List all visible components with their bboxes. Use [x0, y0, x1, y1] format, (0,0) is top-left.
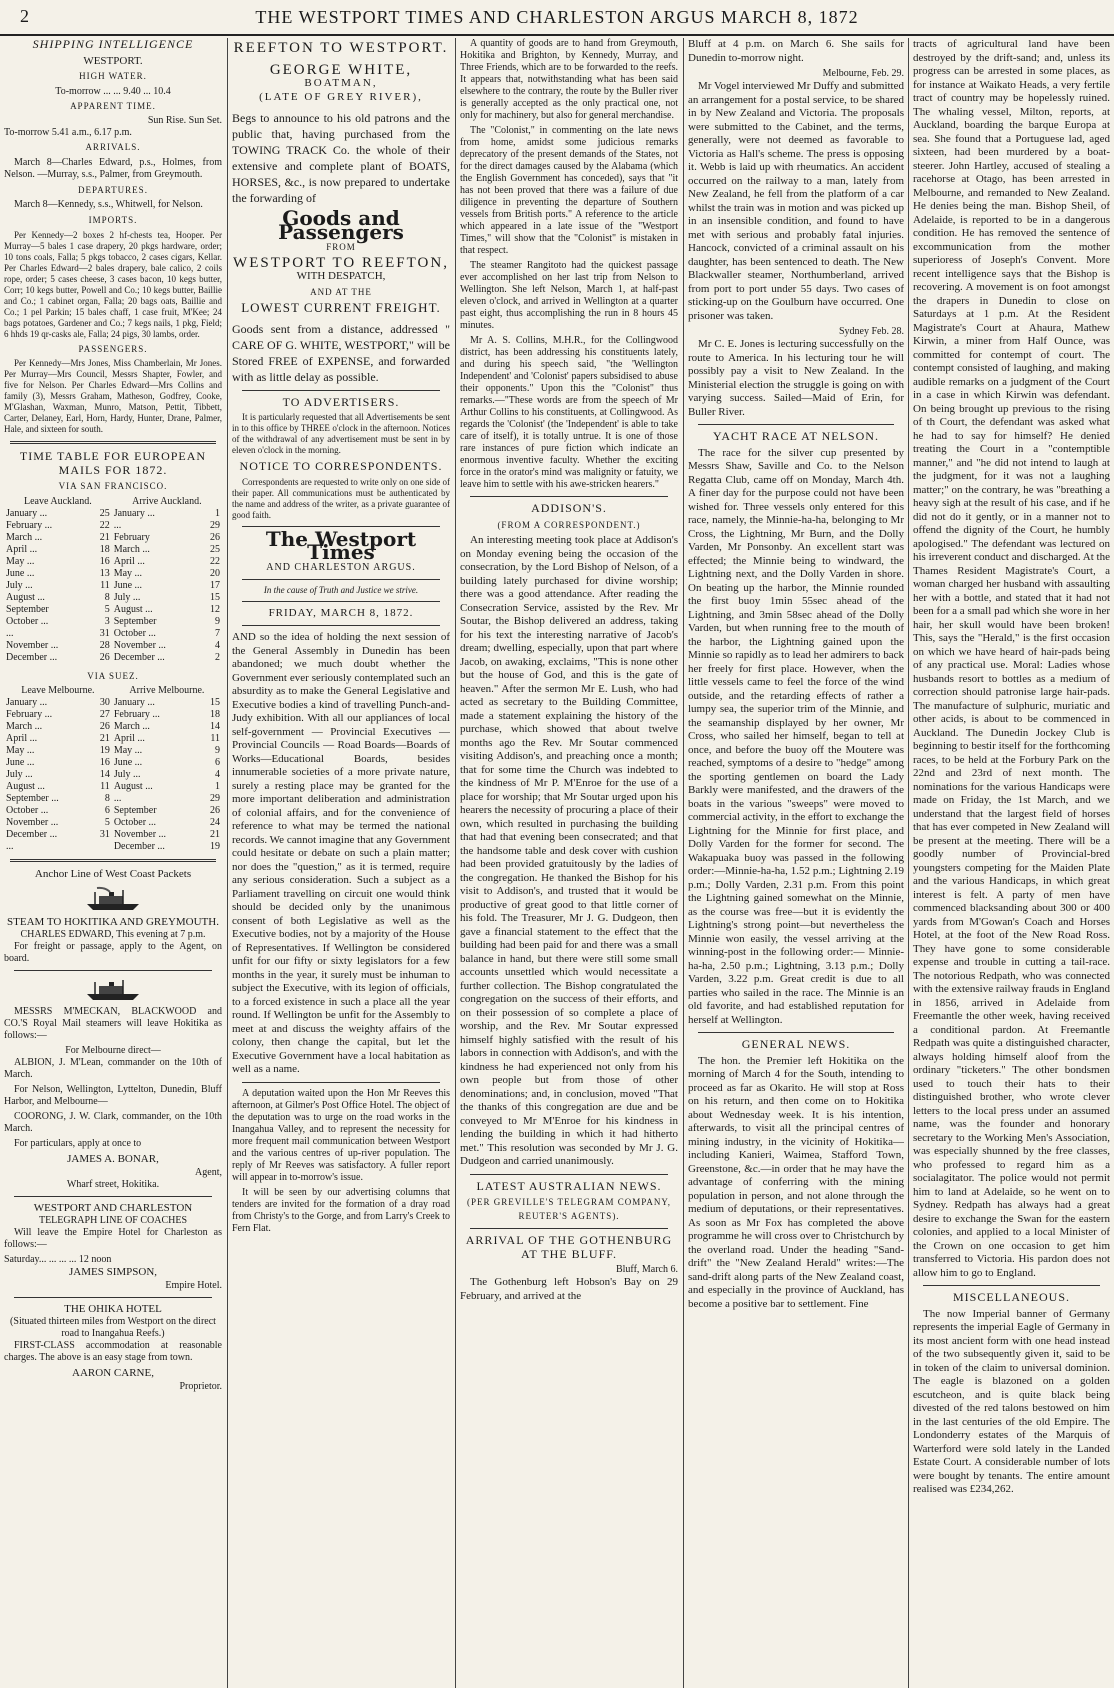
table-row	[4, 709, 222, 721]
column-divider	[908, 38, 909, 1688]
table-cell: 29	[210, 793, 220, 804]
table-cell: August ...	[6, 591, 45, 603]
table-row	[4, 556, 222, 568]
table-row	[4, 568, 222, 580]
table-cell: July ...	[113, 769, 141, 780]
table-cell: September	[113, 805, 157, 816]
via-sf-heading: VIA SAN FRANCISCO.	[58, 481, 168, 491]
section-divider	[10, 441, 216, 444]
mmeckan-agent-role: Agent,	[195, 1166, 222, 1178]
table-cell: February	[113, 531, 150, 543]
section-divider	[242, 579, 440, 580]
table-cell: 16	[99, 555, 110, 567]
page-number: 2	[20, 6, 29, 26]
departures-heading: DEPARTURES.	[78, 184, 148, 195]
table-cell: 9	[215, 745, 220, 756]
sf-arrive-header: Arrive Auckland.	[132, 495, 202, 507]
table-row	[4, 781, 222, 793]
table-cell: 5	[104, 603, 110, 615]
collins-text: Mr A. S. Collins, M.H.R., for the Collingwood district, has been addressing his constituents lately, and during his speech said, "the 'Wellington Independent' and 'Colonist' papers subsidised to abuse their opponents." Upon this the "Colonist" thus remarks.—"These words are from the speech of Mr Arthur Collins to his constituents, at Collingwood. As regards the 'Colonist' (the 'Independent' is able to take care of itself), it is totally untrue. It is one of those rare instances of pure fiction which indicate an enormous inventive faculty. Whether the exciting force in the orator's mind was malignity or fatuity, we leave him to settle with his awe-stricken hearers."	[460, 335, 678, 490]
table-cell: 7	[215, 627, 220, 639]
apparent-time-heading: APPARENT TIME.	[70, 100, 156, 111]
lowest-freight-label: LOWEST CURRENT FREIGHT.	[241, 300, 441, 315]
table-cell: 14	[210, 721, 220, 732]
section-divider	[923, 1285, 1100, 1286]
steam-ad-text: CHARLES EDWARD, This evening at 7 p.m.	[20, 929, 206, 940]
goods-arrival-text: A quantity of goods are to hand from Greymouth, Hokitika and Brighton, by Kennedy, Murray, and Three Friends, which are to be forwarded to the reefs. It appears that, notwithstanding what has been said elsewhere to the contrary, the route by the Buller river is generally accepted as the only practical one, not only for machinery, but also for general merchandise.	[460, 38, 678, 121]
table-cell: 13	[99, 567, 110, 579]
table-cell: 25	[99, 507, 110, 519]
notice-heading: NOTICE TO CORRESPONDENTS.	[239, 459, 443, 473]
steamship-icon	[83, 976, 143, 1002]
table-cell: 19	[99, 745, 110, 756]
white-late-of: (LATE OF GREY RIVER),	[259, 90, 423, 103]
table-cell: May ...	[6, 745, 35, 756]
table-row	[4, 817, 222, 829]
table-row	[4, 520, 222, 532]
coach-hotel: Empire Hotel.	[165, 1279, 222, 1291]
table-cell: July ...	[6, 579, 33, 591]
table-cell: 25	[210, 543, 220, 555]
table-cell: April ...	[113, 555, 145, 567]
yacht-race-text: The race for the silver cup presented by Messrs Shaw, Saville and Co. to the Nelson Regatta Club, came off on Monday, March 4th. A finer day for the purpose could not have been wished for. Three vessels only entered for this race, namely, the Minnie-ha-ha, belonging to Mr Cross, the Lightning, Mr Burn, and the Dolly Varden, Mr Ponsonby. An excellent start was effected; the Minnie being to windward, the Lightning next, and the Dolly Varden in shore. On beating up the harbor, the Minnie rounded the first buoy 1min 55sec ahead of the Lightning, and 3min 58sec ahead of the Dolly Varden, but when running free to the mouth of the harbor, the Lightning gained upon the Minnie so rapidly as to lead her admirers to back her freely for first place. However, when the little vessels came to feel the force of the wind outside, and the retarding effects of rather a lumpy sea, the superior trim of the Minnie, and the seamanship displayed by her owner, Mr Cross, who sailed her himself, began to tell at once, and before the buoy off the Moutere was reached, symptoms of a desire to "hedge" among the sporting gentlemen on board the Lady Barkly were manifested, and the drawers of the boats in the various "sweeps" were moved to commercial activity, in the effort to exchange the Lightning for the Minnie for first place, and Dolly Varden for the former for second. The Wakapuaka buoy was passed in the following order:—Minnie-ha-ha, 1.52 p.m.; Lightning 2.19 p.m.; Dolly Varden, 2.31 p.m. From this point the Lightning gained somewhat on the Minnie, as the course was free—but it is evidently the Lightning's strong point—but nevertheless the Minnie won easily, the vessel arriving at the winning-post in the following order:— Minnie-ha-ha, 2.50 p.m.; Lightning, 3.13 p.m.; Dolly Varden, 3.22 p.m. Great credit is due to all parties who sailed in the race. The Minnie is an old favorite, and had established reputation for herself at Wellington.	[688, 446, 904, 1026]
paper-motto: In the cause of Truth and Justice we strive.	[263, 584, 419, 595]
table-cell: July ...	[113, 591, 141, 603]
column-5	[913, 38, 1110, 1688]
table-cell: September	[113, 615, 157, 627]
mmeckan-albion: ALBION, J. M'Lean, commander on the 10th of March.	[4, 1057, 222, 1080]
table-row	[4, 616, 222, 628]
table-cell: 26	[210, 805, 220, 816]
table-cell: 1	[215, 507, 220, 519]
table-cell: January ...	[6, 697, 48, 708]
melbourne-text: Mr Vogel interviewed Mr Duffy and submitted an arrangement for a postal service, to be shared in by New Zealand and Victoria. The proposals were submitted to the Cabinet, and the terms, generally, were not deemed as favorable to Victoria as Hall's scheme. The press is opposing it. Webb is laid up with rheumatics. An accident occurred on the railway to a man, lately from New Zealand, he fell from the platform of a car whilst the train was in motion and was picked up in an insensible condition, and found to have met with serious and probably fatal injuries. Hancock, convicted of a criminal assault on his daughter, has been sentenced to death. The New Blackwaller steamer, Northumberland, arrived from port to port under 55 days. Two cases of sticking-up on the Goulburn have occurred. One prisoner was taken.	[688, 80, 904, 322]
imports-text: Per Kennedy—2 boxes 2 hf-chests tea, Hooper. Per Murray—5 bales 1 case drapery, 20 pkgs hardware, order; 10 tons coals, Falla; 5 pkgs tobacco, 2 cases cigars, Kellar. Per Charles Edward—2 bales drapery, bale calico, 2 coils rope, order; 5 cases cheese, 3 cases bacon, 10 kegs butter, Corr; 10 kegs butter, Powell and Co.; 10 kegs butter, Baillie and Co.; 1 cabinet organ, Falla; 20 bags oats, Baillie and Co.; 1 pel Parkin; 15 bales chaff, 1 case fruit, M'Kee; 24 bags potatoes, Gardener and Co.; 7 kegs nails, 1 pkg, Field; 6 hhds 19 qr-casks ale, Falla; 24 pigs, 30 lambs, order.	[4, 229, 222, 339]
table-row	[4, 721, 222, 733]
table-cell: 31	[99, 627, 110, 639]
masthead	[0, 0, 1114, 36]
table-cell: 8	[104, 793, 110, 804]
despatch-label: WITH DESPATCH,	[296, 270, 386, 282]
yacht-race-heading: YACHT RACE AT NELSON.	[713, 429, 879, 443]
table-cell: 11	[100, 579, 110, 591]
date-line: FRIDAY, MARCH 8, 1872.	[268, 606, 414, 619]
table-row	[4, 769, 222, 781]
ad-divider	[14, 970, 212, 971]
high-water-heading: HIGH WATER.	[79, 71, 147, 81]
notice-text: Correspondents are requested to write only on one side of their paper. All communications must be authenticated by the name and address of the writer, as a private guarantee of good faith.	[232, 476, 450, 520]
ad-divider	[14, 1196, 212, 1197]
section-divider	[470, 1174, 668, 1175]
table-cell: May ...	[6, 555, 35, 567]
table-cell: 20	[210, 567, 220, 579]
addisons-text: An interesting meeting took place at Addison's on Monday evening being the occasion of the consecration, by the Lord Bishop of Nelson, of a building lately purchased for divine worship; there was a good attendance. After reading the Consecration Service, assisted by the Rev. Mr Soutar, the Bishop delivered an address, taking for his text the interesting narrative of Jacob's dream; dwelling, especially, upon that part where Jacob, on awaking, exclaims, "This is none other but the house of God, and this is the gate of heaven." After the sermon Mr E. Lush, who had acted as secretary to the Building Committee, made a statement explaining the history of the purchase, which showed that about twelve months ago the Rev. Mr Soutar commenced visiting Addison's, and preaching once a month; that for some time the Church was indebted to the kindness of Mr P. M'Enroe for the use of a place for worship; that Mr Soutar urged upon his hearers the necessity of procuring a place of their own, which resulted in purchasing the building that had that evening been consecrated; and that the handsome table and desk cover with cushion had been provided gratuitously by the ladies of the congregation. He thanked the Bishop for his visit to Addison's, and trusted that it would be productive of great good to that little corner of his fold. The Treasurer, Mr J. G. Dudgeon, then gave a financial statement to the effect that the building had been paid for and there was a small balance in hand, but there were still some small accounts unsettled which would necessitate a further collection. The Bishop congratulated the congregation on the success of their efforts, and on their possession of so complete a place of worship, and the Rev. Mr Soutar expressed himself highly satisfied with the result of his labors in connection with Addison's, and with the kindness he had experienced not only from his own people but from those of other denominations; and, in conclusion, moved "That the thanks of this congregation are due and be conveyed to Mr M'Enroe for his kindness in lending the building in which it had hitherto met." This resolution was seconded by Mr J. G. Dudgeon and carried unanimously.	[460, 534, 678, 1167]
table-cell: January ...	[113, 697, 155, 708]
addisons-subheading: (FROM A CORRESPONDENT.)	[497, 519, 641, 530]
column-divider	[227, 38, 228, 1688]
table-row	[4, 745, 222, 757]
mmeckan-nelson: For Nelson, Wellington, Lyttelton, Dunedin, Bluff Harbor, and Melbourne—	[4, 1084, 222, 1107]
table-cell: 1	[215, 781, 220, 792]
to-advertisers-text: It is particularly requested that all Advertisements be sent in to this office by THREE o'clock in the afternoon. Notices of the withdrawal of any advertisement must be sent in by eleven o'clock in the morning.	[232, 412, 450, 455]
table-cell: 4	[215, 639, 220, 651]
table-row	[4, 793, 222, 805]
shipping-heading: SHIPPING INTELLIGENCE	[32, 38, 194, 51]
table-cell: 11	[210, 733, 220, 744]
coach-heading: WESTPORT AND CHARLESTON	[33, 1201, 193, 1214]
white-name: GEORGE WHITE,	[269, 61, 413, 78]
table-cell: August ...	[6, 781, 45, 792]
arrivals-text: March 8—Charles Edward, p.s., Holmes, from Nelson. —Murray, s.s., Palmer, from Greymouth.	[4, 156, 222, 180]
table-cell: August ...	[113, 603, 153, 615]
ohika-proprietor-role: Proprietor.	[179, 1380, 222, 1392]
table-cell: December ...	[113, 651, 165, 663]
and-at-label: AND AT THE	[310, 286, 372, 297]
passengers-text: Per Kennedy—Mrs Jones, Miss Chamberlain, Mr Jones. Per Murray—Mrs Council, Messrs Shapter, Fowler, and five for Nelson. Per Charles Edward—Mrs Collins and family (3), Messrs Graham, Matheson, Godfrey, Cooke, M'Glashan, Waxman, Munro, Matson, Pettit, Tibbett, Carter, Delaney, Earl, Horn, Hardy, Hunter, Drane, Palmer, Hale, and sixteen for south.	[4, 358, 222, 434]
imports-heading: IMPORTS.	[88, 215, 138, 225]
table-cell: 31	[99, 829, 110, 840]
table-cell: 26	[99, 651, 110, 663]
table-cell: 9	[215, 615, 220, 627]
table-cell: April ...	[113, 733, 145, 744]
column-3	[460, 38, 678, 1688]
table-cell: 22	[210, 555, 220, 567]
table-cell: April ...	[6, 733, 38, 744]
white-storage-text: Goods sent from a distance, addressed " CARE OF G. WHITE, WESTPORT," will be Stored FREE of EXPENSE, and forwarded with as little delay as possible.	[232, 321, 450, 384]
sf-leave-header: Leave Auckland.	[23, 495, 92, 507]
passengers-heading: PASSENGERS.	[78, 343, 148, 354]
table-cell: 18	[210, 709, 220, 720]
ohika-text: FIRST-CLASS accommodation at reasonable charges. The above is an easy stage from town.	[4, 1340, 222, 1363]
table-cell: January ...	[6, 507, 48, 519]
sun-heading: Sun Rise. Sun Set.	[147, 115, 222, 126]
table-cell: 6	[215, 757, 220, 768]
table-cell: November ...	[6, 639, 59, 651]
mmeckan-coorong: COORONG, J. W. Clark, commander, on the 10th March.	[4, 1111, 222, 1134]
goods-passengers-heading: Goods and Passengers	[278, 206, 404, 244]
mmeckan-apply: For particulars, apply at once to	[14, 1138, 142, 1149]
table-cell: 11	[100, 781, 110, 792]
table-row	[4, 697, 222, 709]
steamship-icon	[83, 886, 143, 912]
table-cell: 19	[210, 841, 220, 852]
gothenburg-dateline: Bluff, March 6.	[615, 1264, 678, 1275]
table-cell: 21	[99, 733, 110, 744]
table-cell: December ...	[6, 829, 58, 840]
table-cell: February ...	[6, 519, 53, 531]
table-cell: August ...	[113, 781, 153, 792]
leader-text: AND so the idea of holding the next session of the General Assembly in Dunedin has been abandoned; we much doubt whether the Government ever seriously contemplated such an absurdity as to make the General Legislative and Executive bodies a kind of travelling Punch-and-Judy exhibition. With all our appliances of local self-government — Provincial Executives — Provincial Councils — Road Boards—Boards of Works—Educational Boards, besides innumerable societies of a more private nature, surely a resting place may be granted for the more important deliberation and administration of colonial affairs, and for the convenience of reference to what may be termed the national records. We cannot imagine that any Government could hesitate or debate on such a plain matter; nor does the "question," as it is termed, require any serious consideration. Such a subject as a Parliament travelling on circuit one would think should be decided only by the unanimous consent of both Legislative as well as the Executive bodies, not by a majority of the House of Representatives. If Wellington be considered unfit for our fifty or sixty legislators for a few months in the year, it surely must be inhuman to subject the Executive, with its legion of officials, to a forced existence in such a place all the year round. If Wellington be unfit for the Assembly to meet at and discuss the weighty affairs of the colony, then change the capital, but let the Executive Government have a local habitation as well as a name.	[232, 631, 450, 1075]
section-divider	[10, 859, 216, 862]
table-cell: May ...	[113, 567, 143, 579]
table-cell: ...	[113, 793, 122, 804]
table-cell: 4	[215, 769, 220, 780]
white-role: BOATMAN,	[304, 77, 378, 89]
table-cell: March ...	[6, 531, 43, 543]
table-cell: October ...	[113, 817, 157, 828]
table-row	[4, 733, 222, 745]
newspaper-title: THE WESTPORT TIMES AND CHARLESTON ARGUS MARCH 8, 1872	[255, 7, 859, 27]
table-cell: 21	[210, 829, 220, 840]
table-row	[4, 532, 222, 544]
table-cell: 14	[99, 769, 110, 780]
section-divider	[242, 390, 440, 391]
table-cell: 26	[99, 721, 110, 732]
sun-row: To-morrow 5.41 a.m., 6.17 p.m.	[4, 127, 132, 138]
table-cell: ...	[113, 519, 122, 531]
table-cell: 18	[99, 543, 110, 555]
table-cell: 17	[210, 579, 220, 591]
white-ad-text: Begs to announce to his old patrons and the public that, having purchased from the TOWING TRACK Co. the whole of their extensive and complete plant of BOATS, HORSES, &c., is now prepared to undertake the forwarding of	[232, 111, 450, 205]
ohika-proprietor-name: AARON CARNE,	[72, 1367, 154, 1379]
table-cell: 24	[210, 817, 220, 828]
coach-subheading: TELEGRAPH LINE OF COACHES	[38, 1215, 188, 1226]
table-cell: July ...	[6, 769, 33, 780]
table-cell: September ...	[6, 793, 59, 804]
table-cell: 12	[210, 603, 220, 615]
table-cell: 29	[210, 519, 220, 531]
table-cell	[90, 841, 111, 853]
table-cell: June ...	[6, 757, 35, 768]
table-row	[4, 829, 222, 841]
table-cell: September	[6, 603, 49, 615]
table-cell: 15	[210, 591, 220, 603]
addisons-heading: ADDISON'S.	[531, 501, 607, 515]
coach-text: Will leave the Empire Hotel for Charleston as follows:—	[4, 1227, 222, 1250]
table-cell: 28	[99, 639, 110, 651]
column-divider	[455, 38, 456, 1688]
timetable-title: TIME TABLE FOR EUROPEAN MAILS FOR 1872.	[19, 449, 207, 477]
gothenburg-heading: ARRIVAL OF THE GOTHENBURG AT THE BLUFF.	[465, 1233, 673, 1261]
table-cell: March ...	[113, 543, 150, 555]
section-divider	[470, 1228, 668, 1229]
table-row	[4, 652, 222, 664]
bluff-text: Bluff at 4 p.m. on March 6. She sails for Dunedin to-morrow night.	[688, 38, 904, 64]
table-cell: May ...	[113, 745, 143, 756]
sf-mail-table	[4, 496, 222, 664]
ohika-subheading: (Situated thirteen miles from Westport on the direct road to Inangahua Reefs.)	[10, 1316, 216, 1339]
deputation-text: A deputation waited upon the Hon Mr Reeves this afternoon, at Gilmer's Post Office Hotel. The object of the deputation was to urge on the road works in the Inangahua Valley, and to represent the necessity for more frequent mail communication between Westport and the various centres of up-river population. The reply of Mr Reeves was satisfactory. A fuller report will appear in to-morrow's issue.	[232, 1087, 450, 1183]
table-row	[4, 544, 222, 556]
table-cell: ...	[6, 841, 14, 852]
table-cell: 3	[104, 615, 110, 627]
general-news-text: The hon. the Premier left Hokitika on the morning of March 4 for the South, intending to proceed as far as Okarito. He will stop at Ross on his return, and then come on to Hokitika about Wednesday week. It is his intention, afterwards, to visit all the principal centres of mining industry, in the vicinity of Hokitika—including Kanieri, Waimea, Stafford Town, Greenstone, &c.—in order that he may have the advantage of conferring with the mining population in person, and not alone through the medium of deputations, or their representatives. As soon as Mr Fox has completed the above programme he will cross over to Christchurch by the overland road. Under the heading "Sand-drift" the "New Zealand Herald" writes:—The sand-drift along parts of the New Zealand coast, and especially in the province of Auckland, has become a positive bar to settlement. Fine	[688, 1054, 904, 1310]
table-cell: November ...	[113, 829, 167, 840]
section-divider	[698, 424, 894, 425]
table-cell: 22	[99, 519, 110, 531]
table-cell: 21	[99, 531, 110, 543]
table-cell: 27	[99, 709, 110, 720]
steam-ad-apply: For freight or passage, apply to the Agent, on board.	[4, 941, 222, 964]
table-cell: April ...	[6, 543, 38, 555]
table-row	[4, 841, 222, 853]
table-cell: 5	[104, 817, 110, 828]
suez-arrive-header: Arrive Melbourne.	[129, 685, 205, 696]
route-heading: WESTPORT TO REEFTON,	[233, 254, 449, 271]
table-cell: 30	[99, 697, 110, 708]
mmeckan-melbourne: For Melbourne direct—	[65, 1045, 161, 1056]
column-divider	[683, 38, 684, 1688]
table-cell: June ...	[113, 579, 143, 591]
latest-news-heading: LATEST AUSTRALIAN NEWS.	[476, 1178, 662, 1193]
column-1	[4, 38, 222, 1688]
table-cell: 6	[104, 805, 110, 816]
table-cell: June ...	[113, 757, 143, 768]
general-news-heading: GENERAL NEWS.	[741, 1037, 851, 1051]
table-cell: 26	[210, 531, 220, 543]
table-cell: February ...	[113, 709, 160, 720]
table-row	[4, 805, 222, 817]
table-cell: 2	[215, 651, 220, 663]
column-2	[232, 38, 450, 1688]
colonist-text: The "Colonist," in commenting on the late news from home, amidst some judicious remarks deprecatory of the present demands of the States, not for the direct damages caused by the Alabama (which the English Government has conceded), says that "it has not been proved that there was a failure of due diligence in preventing the departure of Southern vessels from British ports." A reference to the article which appeared in a late issue of the "Westport Times," will show that the "Colonist" is mistaken in that respect.	[460, 125, 678, 256]
rangitoto-text: The steamer Rangitoto had the quickest passage ever accomplished on her last trip from Nelson to Wellington. She left Nelson, March 1, at half-past eleven o'clock, and arrived in Wellington at a quarter past eight, thus accomplishing the run in 8 hours 45 minutes.	[460, 260, 678, 331]
mmeckan-ad-text: MESSRS M'MECKAN, BLACKWOOD and CO.'S Royal Mail steamers will leave Hokitika as follows:—	[4, 1006, 222, 1041]
tide-row: To-morrow ... ... 9.40 ... 10.4	[55, 85, 171, 97]
table-row	[4, 628, 222, 640]
table-row	[4, 592, 222, 604]
table-cell: October ...	[6, 615, 49, 627]
ad-divider	[14, 1297, 212, 1298]
table-cell: December ...	[113, 841, 165, 852]
table-row	[4, 580, 222, 592]
table-cell: December ...	[6, 651, 58, 663]
miscellaneous-text: The now Imperial banner of Germany represents the imperial Eagle of Germany in its most ancient form with one head instead of the two subsequently given it, said to be in token of the claim to universal dominion. The eagle is blazoned on a golden escutcheon, and is quite black being divested of the red talons bestowed on him in the last centuries of the old Empire. The Londonderry estates of the Marquis of Warterford were sold lately in the Landed Estate Court. A considerable number of lots were bought by tenants. The entire amount realised was £234,262.	[913, 1307, 1110, 1495]
to-advertisers-heading: TO ADVERTISERS.	[282, 394, 400, 409]
table-cell: November ...	[113, 639, 166, 651]
section-divider	[470, 496, 668, 497]
ohika-heading: THE OHIKA HOTEL	[64, 1302, 162, 1315]
section-divider	[242, 1082, 440, 1083]
table-cell: 8	[104, 591, 110, 603]
table-cell: March ...	[6, 721, 43, 732]
paper-title: The Westport Times	[265, 526, 417, 564]
table-cell: October ...	[6, 805, 49, 816]
melbourne-dateline: Melbourne, Feb. 29.	[822, 68, 904, 79]
table-cell: November ...	[6, 817, 59, 828]
table-row	[4, 508, 222, 520]
table-cell: June ...	[6, 567, 35, 579]
table-cell: February ...	[6, 709, 53, 720]
from-label: FROM	[326, 242, 356, 252]
suez-mail-table	[4, 685, 222, 853]
sydney-dateline: Sydney Feb. 28.	[839, 326, 904, 337]
anchor-line-heading: Anchor Line of West Coast Packets	[34, 868, 192, 880]
table-row	[4, 604, 222, 616]
reefton-heading: REEFTON TO WESTPORT.	[233, 40, 449, 56]
suez-leave-header: Leave Melbourne.	[21, 685, 95, 696]
mmeckan-agent-address: Wharf street, Hokitika.	[66, 1178, 160, 1190]
column-4	[688, 38, 904, 1688]
arrivals-heading: ARRIVALS.	[85, 142, 141, 152]
steam-ad-heading: STEAM TO HOKITIKA AND GREYMOUTH.	[7, 915, 219, 928]
gothenburg-text: The Gothenburg left Hobson's Bay on 29 February, and arrived at the	[460, 1276, 678, 1302]
section-divider	[698, 1032, 894, 1033]
sydney-text: Mr C. E. Jones is lecturing successfully on the route to America. In his lecturing tour he will possibly pay a visit to New Zealand. In the Ministerial election the struggle is going on with varying success. Sailed—Maid of Erin, for Buller River.	[688, 338, 904, 418]
tenders-text: It will be seen by our advertising columns that tenders are invited for the formation of a dray road from Christy's to the Gorge, and from Larry's Creek to Fern Flat.	[232, 1186, 450, 1234]
latest-news-subheading: (PER GREVILLE'S TELEGRAM COMPANY, REUTER'S AGENTS).	[467, 1197, 671, 1221]
table-cell: ...	[6, 627, 14, 639]
place-heading: WESTPORT.	[83, 54, 143, 67]
paper-subtitle: AND CHARLESTON ARGUS.	[266, 561, 416, 573]
miscellaneous-heading: MISCELLANEOUS.	[952, 1290, 1070, 1304]
mmeckan-agent-name: JAMES A. BONAR,	[67, 1153, 159, 1165]
table-cell: March ...	[113, 721, 150, 732]
table-cell: 16	[99, 757, 110, 768]
coach-proprietor: JAMES SIMPSON,	[68, 1266, 158, 1278]
section-divider	[242, 625, 440, 626]
coach-time: Saturday... ... ... ... 12 noon	[4, 1254, 112, 1265]
table-row	[4, 757, 222, 769]
departures-text: March 8—Kennedy, s.s., Whitwell, for Nelson.	[14, 199, 203, 210]
via-suez-heading: VIA SUEZ.	[87, 670, 139, 681]
section-divider	[242, 601, 440, 602]
table-cell: October ...	[113, 627, 156, 639]
table-cell: January ...	[113, 507, 155, 519]
table-cell: 15	[210, 697, 220, 708]
table-row	[4, 640, 222, 652]
general-news-continued: tracts of agricultural land have been destroyed by the drift-sand; and, unless its progress can be arrested in some places, as for instance at Waikato Heads, a very fertile tract of country may be hopelessly ruined. The whaling vessel, Milton, reports, at Auckland, boarding the barque Europa at sea. She found that a Portuguese lad, aged sixteen, had been murdered by a boat-steerer. John Hartley, accused of stealing a racehorse at Otago, has been arrested in Melbourne, and remanded to New Zealand. He denies being the man. Bishop Sheil, of Adelaide, is reported to be in a dangerous condition. He has removed the sentence of excommunication from the mother superioress of Joseph's Convent. More recent intelligence says that the Bishop is recovering. A movement is on foot amongst the drapers in Dunedin to close on Saturdays at 1 p.m. At the Resident Magistrate's Court at Ahaura, Mathew Kirwin, a miner from Half Ounce, was committed for contempt of court. The contempt consisted of laughing, and making audible remarks on a judgment of the Court in a case in which Kirwin was defendant. On being brought up previous to the rising of th Court, the defendant was asked what he had to say for himself? He denied treating the Court in a "contemptible manner," and "he did not intend to laugh at the judgment, for it was not a laughing matter;" on the contrary, he was "breathing a heavy sigh at the result of his case, and if he did not do it gently, or in a manner not to offend the dignity of the Court, he humbly apologised." The defendant was lectured on his irreverent conduct and discharged. At the Thames Resident Magistrate's Court, a woman charged her husband with assaulting her with a bottle, and stated that it had not been for a a small pad which she wore in her hair, her skull would have been broken! This, says the "Herald," is the first occasion on which we have heard of hair-pads being of any practical use. Moral: Ladies whose husbands resort to bottles as a medium of correction should patronise large hair-pads. The manufacture of sulphuric, muriatic and other acids, is about to be commenced in Auckland. The Dunedin Jockey Club is beginning to bestir itself for the forthcoming races, to be held at the Forbury Park on the 22nd and 23rd of next month. The nominations for the various Handicaps were made on Friday, the 1st March, and we understand that the largest field of horses that has ever competed in New Zealand will be present at the meeting. There will be a goodly number of Provincial-bred youngsters competing for the Maiden Plate and the various Handicaps, in which great interest is felt. A party of men have commenced blacksanding about 300 or 400 yards from M'Gowan's Coach and Horses Hotel, at the foot of the New Road Ross. They have gone to some considerable expense and trouble in cutting a tail-race. The notorious Redpath, who was connected with the extensive railway frauds in England in 1856, arrived in Adelaide from Freemantle the other week, having received a conditional pardon. At Freemantle Redpath was quite a distinguished character, always holding himself aloof from the ordinary "ticketers." The other bondsmen used to touch their hats to their distinguished brother, who wrote clever letters to the local press under an assumed name, was the founder and honorary secretary to the Working Men's Association, was especially shunned by the free classes, who professed to regard him as a socialagitator. The police would not permit him to land at Adelaide, so he went on to Sydney. Redpath has always had a great desire to exchange the Swan for the eastern colonies, and applied to a local Minister of the Crown on one occasion to get him transferred to Victoria. His pardon does not allow him to go to England.	[913, 38, 1110, 1279]
